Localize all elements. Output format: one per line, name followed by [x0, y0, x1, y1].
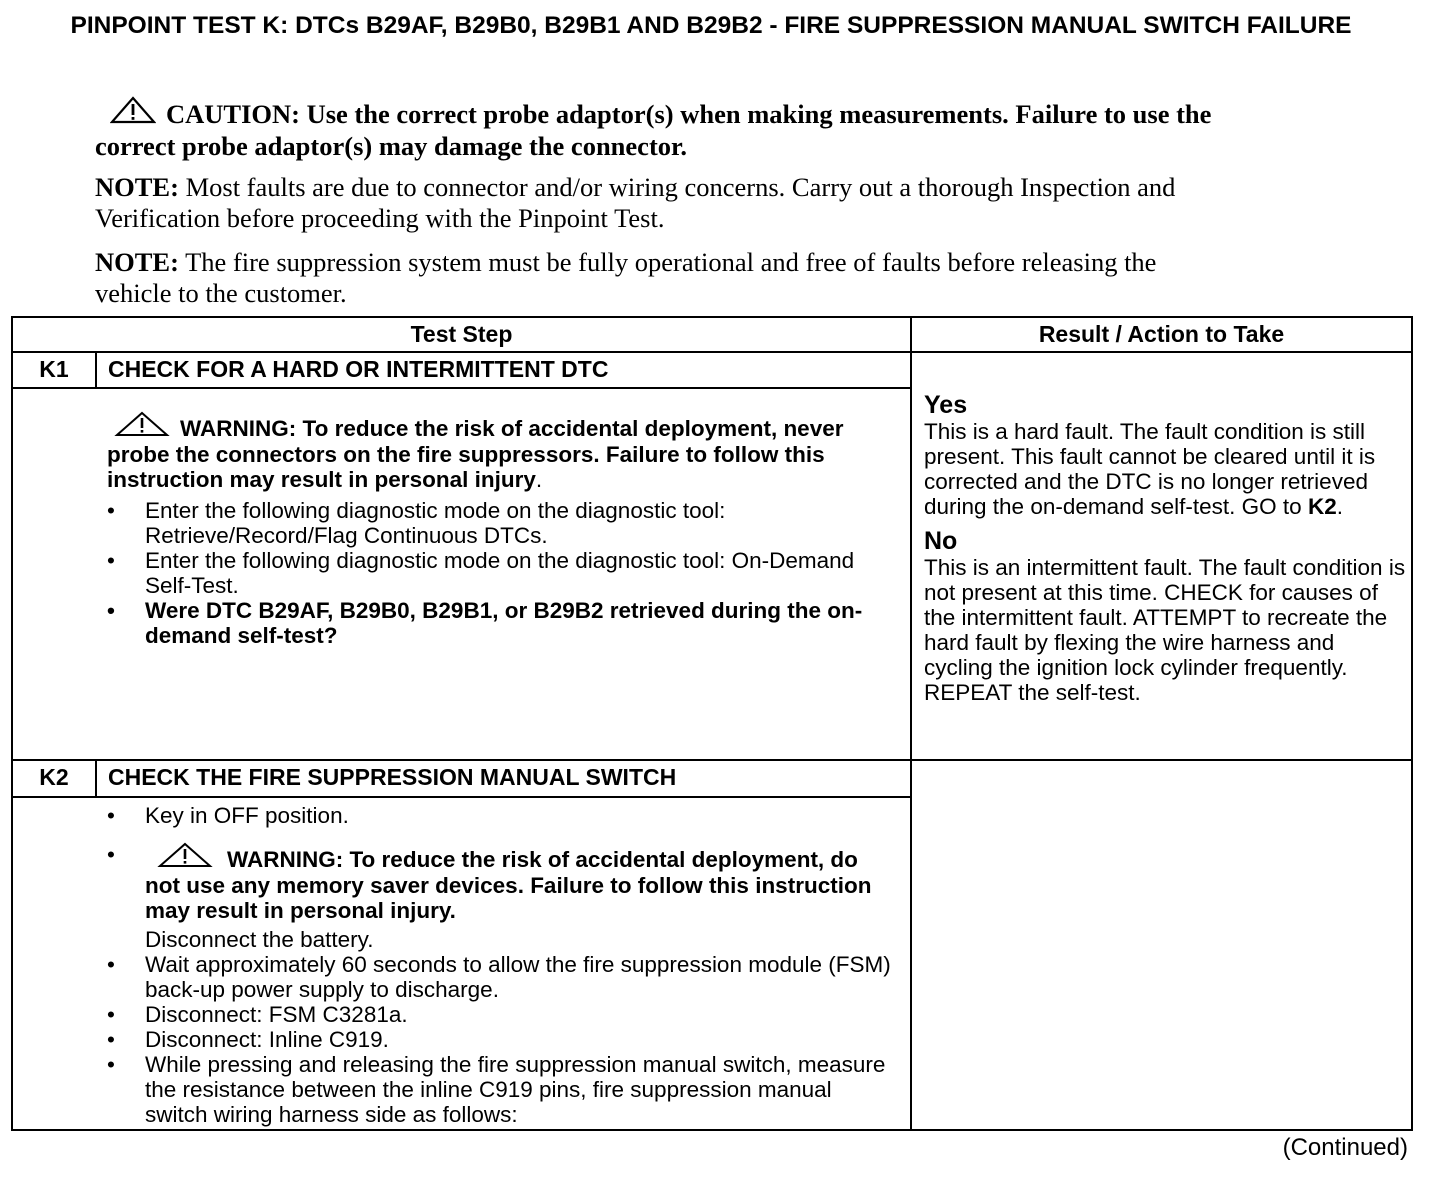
k2-step-text: Key in OFF position.: [145, 803, 349, 828]
list-item: [107, 1027, 897, 1052]
k1-step-text: Enter the following diagnostic mode on the diagnostic tool: On-Demand Self-Test.: [145, 548, 855, 598]
note-text: Most faults are due to connector and/or wiring concerns. Carry out a thorough Inspection and Verification before proceeding with the Pinpoint Test.: [95, 172, 1176, 233]
list-item: [107, 803, 897, 828]
note-label: NOTE:: [95, 172, 179, 202]
note-connector-faults: [95, 172, 1205, 234]
k2-warning-text: WARNING: To reduce the risk of accidental deployment, do not use any memory saver devices. Failure to follow this instruction may result in personal injury.: [145, 847, 872, 923]
k1-number-divider: [95, 351, 97, 389]
k2-step-text: Wait approximately 60 seconds to allow the fire suppression module (FSM) back-up power supply to discharge.: [145, 952, 891, 1002]
result-yes-label: Yes: [924, 391, 968, 419]
goto-step-link: K2: [1307, 494, 1337, 519]
step-title-k2: CHECK THE FIRE SUPPRESSION MANUAL SWITCH: [108, 764, 677, 790]
k1-warning-end: .: [535, 467, 543, 492]
bullet: •: [107, 1002, 115, 1027]
header-divider: [13, 351, 1411, 353]
header-result-action: Result / Action to Take: [1038, 321, 1285, 347]
result-yes-text: This is a hard fault. The fault condition is still present. This fault cannot be cleared until it is corrected and the DTC is no longer retrieved during the on-demand self-test. GO to: [924, 419, 1376, 519]
continued-label: (Continued): [1282, 1134, 1408, 1161]
bullet: •: [107, 952, 115, 977]
caution-note: [95, 96, 1295, 162]
bullet: •: [107, 842, 115, 867]
result-no-text: This is an intermittent fault. The fault condition is not present at this time. CHECK for causes of the intermittent fault. ATTEMPT to recreate the hard fault by flexing the wire harness and cycling the ignition lock cylinder frequently. REPEAT the self-test.: [924, 555, 1406, 705]
result-yes-end: .: [1336, 494, 1343, 519]
caution-text: CAUTION: Use the correct probe adaptor(s) when making measurements. Failure to use the correct probe adaptor(s) may damage the connector.: [95, 99, 1212, 161]
k2-number-divider: [95, 759, 97, 797]
k2-step-list: [107, 803, 897, 1127]
step-title-k1: CHECK FOR A HARD OR INTERMITTENT DTC: [108, 356, 609, 382]
k1-warning: [107, 411, 887, 492]
result-yes: [924, 419, 1408, 519]
note-text: The fire suppression system must be fully operational and free of faults before releasing the vehicle to the customer.: [95, 247, 1157, 308]
k2-title-divider: [13, 796, 911, 798]
k1-step-text: Enter the following diagnostic mode on the diagnostic tool: Retrieve/Record/Flag Continuous DTCs.: [145, 498, 726, 548]
list-item: [107, 952, 897, 1002]
bullet: •: [107, 803, 115, 828]
bullet: •: [107, 498, 115, 523]
k2-step-text: Disconnect: FSM C3281a.: [145, 1002, 408, 1027]
k1-k2-divider: [13, 759, 1411, 761]
pinpoint-test-table: [11, 316, 1413, 1131]
warning-triangle-icon: [157, 842, 213, 873]
step-number-k2: K2: [39, 764, 69, 790]
list-item: [107, 498, 887, 548]
page-title: PINPOINT TEST K: DTCs B29AF, B29B0, B29B1 AND B29B2 - FIRE SUPPRESSION MANUAL SWITCH FAILURE: [70, 12, 1352, 39]
note-label: NOTE:: [95, 247, 179, 277]
header-test-step: Test Step: [410, 321, 513, 347]
k1-warning-text: : To reduce the risk of accidental deployment, never probe the connectors on the fire suppressors. Failure to follow this instruction may result in personal injury: [107, 416, 844, 492]
note-system-operational: [95, 247, 1205, 309]
bullet: •: [107, 598, 115, 623]
column-divider: [910, 318, 912, 1129]
k2-step-text: While pressing and releasing the fire suppression manual switch, measure the resistance between the inline C919 pins, fire suppression manual switch wiring harness side as follows:: [145, 1052, 886, 1127]
step-number-k1: K1: [39, 356, 69, 382]
list-item: [107, 548, 887, 598]
k2-warning: [145, 842, 897, 923]
k1-step-body: [107, 411, 887, 648]
k1-question: Were DTC B29AF, B29B0, B29B1, or B29B2 retrieved during the on-demand self-test?: [145, 598, 863, 648]
k2-step-body: [107, 803, 897, 1127]
bullet: •: [107, 1027, 115, 1052]
k1-step-list: [107, 498, 887, 648]
result-no-label: No: [924, 527, 958, 555]
list-item: [107, 1052, 897, 1127]
caution-triangle-icon: [110, 96, 156, 131]
list-item: [107, 598, 887, 648]
k1-title-divider: [13, 387, 911, 389]
k1-result-body: [924, 391, 1408, 705]
k1-warning-label: WARNING: [180, 416, 289, 441]
list-item: [107, 842, 897, 952]
list-item: [107, 1002, 897, 1027]
warning-triangle-icon: [114, 411, 170, 442]
bullet: •: [107, 1052, 115, 1077]
k2-step-text: Disconnect: Inline C919.: [145, 1027, 389, 1052]
bullet: •: [107, 548, 115, 573]
k2-step-text: Disconnect the battery.: [145, 927, 374, 952]
